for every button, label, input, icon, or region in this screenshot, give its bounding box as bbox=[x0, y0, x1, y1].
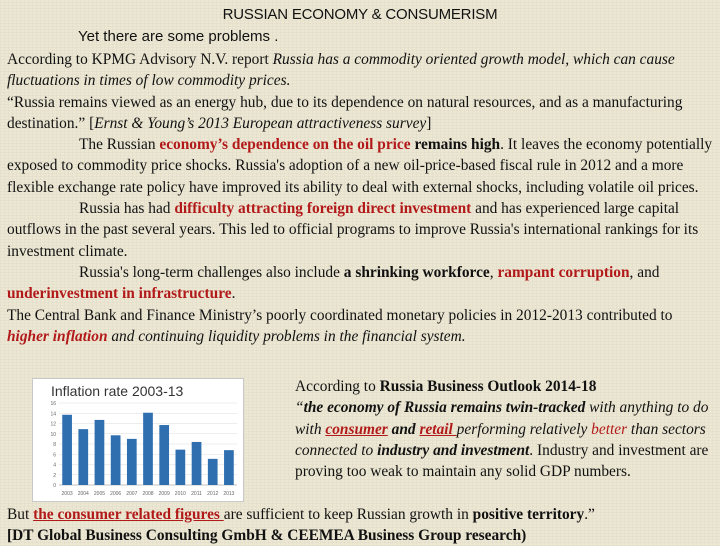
x-tick-label: 2012 bbox=[207, 491, 219, 497]
paragraph-energy-hub: “Russia remains viewed as an energy hub, due to its dependence on natural resources, and as a manufacturing destination.” [Ernst & Young’s 2013 European attractiveness survey] bbox=[7, 93, 683, 132]
closing-line: But the consumer related figures are sufficient to keep Russian growth in positive territory.” bbox=[7, 506, 595, 523]
bar-2013 bbox=[224, 450, 234, 485]
paragraph-fdi: Russia has had difficulty attracting foreign direct investment and has experienced large capital outflows in the past several years. This led to official programs to improve Russia's international rankings for its investment climate. bbox=[7, 200, 699, 260]
x-tick-label: 2004 bbox=[77, 491, 89, 497]
y-tick-label: 14 bbox=[50, 411, 56, 418]
x-tick-label: 2007 bbox=[126, 491, 138, 497]
y-tick-label: 8 bbox=[53, 442, 56, 448]
y-tick-label: 4 bbox=[53, 462, 56, 469]
outlook-text: According to Russia Business Outlook 2014-18 “the economy of Russia remains twin-tracked with anything to do with consumer and retail performing relatively better than sectors connected to industry and investment. Industry and investment are proving too weak to maintain any solid GDP numbers. bbox=[295, 378, 709, 481]
y-tick-label: 12 bbox=[50, 421, 56, 428]
x-tick-label: 2011 bbox=[191, 491, 202, 497]
bar-2012 bbox=[208, 459, 218, 485]
paragraph-central-bank: The Central Bank and Finance Ministry’s poorly coordinated monetary policies in 2012-2013 contributed to higher inflation and continuing liquidity problems in the financial system. bbox=[7, 306, 673, 345]
bar-2007 bbox=[127, 439, 137, 485]
x-tick-label: 2006 bbox=[110, 491, 122, 497]
inflation-chart-svg bbox=[33, 379, 243, 501]
bar-2004 bbox=[78, 429, 88, 485]
x-tick-label: 2010 bbox=[174, 491, 186, 497]
bar-2008 bbox=[143, 413, 153, 485]
x-tick-label: 2013 bbox=[223, 491, 235, 497]
bar-2005 bbox=[95, 420, 105, 485]
bar-2011 bbox=[192, 442, 202, 485]
paragraph-challenges: Russia's long-term challenges also include a shrinking workforce, rampant corruption, and underinvestment in infrastructure. bbox=[7, 263, 660, 303]
y-tick-label: 2 bbox=[53, 472, 56, 479]
x-tick-label: 2009 bbox=[158, 491, 170, 497]
bar-2010 bbox=[176, 450, 186, 485]
main-text bbox=[7, 49, 713, 347]
chart-title: Inflation rate 2003-13 bbox=[51, 383, 184, 399]
source-citation: [DT Global Business Consulting GmbH & CEEMEA Business Group research) bbox=[7, 527, 527, 544]
bar-2009 bbox=[159, 425, 169, 485]
x-tick-label: 2005 bbox=[93, 491, 106, 497]
inflation-chart bbox=[32, 378, 244, 502]
y-tick-label: 0 bbox=[53, 483, 56, 489]
bar-2006 bbox=[111, 435, 121, 485]
y-tick-label: 16 bbox=[50, 401, 56, 407]
paragraph-kpmg: According to KPMG Advisory N.V. report Russia has a commodity oriented growth model, which can cause fluctuations in times of low commodity prices. bbox=[7, 51, 675, 90]
bar-2003 bbox=[62, 415, 72, 485]
slide-title: RUSSIAN ECONOMY & CONSUMERISM bbox=[222, 6, 498, 23]
y-tick-label: 10 bbox=[50, 431, 56, 438]
paragraph-oil: The Russian economy’s dependence on the oil price remains high. It leaves the economy potentially exposed to commodity price shocks. Russia's adoption of a new oil-price-based fiscal rule in 2012 and a more flexible exchange rate policy have improved its ability to deal with external shocks, including volatile oil prices. bbox=[7, 136, 713, 196]
slide-subtitle: Yet there are some problems . bbox=[78, 28, 279, 45]
x-tick-label: 2003 bbox=[61, 491, 73, 497]
y-tick-label: 6 bbox=[53, 452, 56, 459]
x-tick-label: 2008 bbox=[142, 491, 154, 497]
